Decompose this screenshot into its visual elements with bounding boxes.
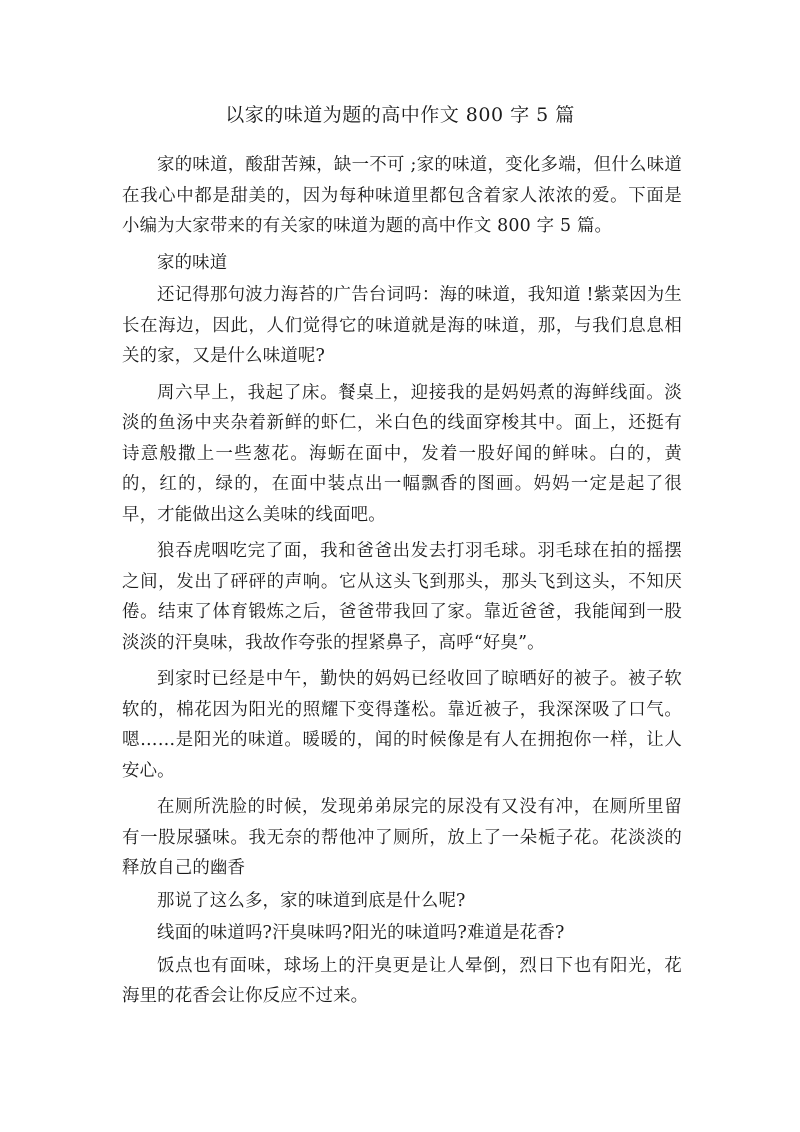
paragraph: 线面的味道吗?汗臭味吗?阳光的味道吗?难道是花香? <box>157 923 565 943</box>
paragraph: 狼吞虎咽吃完了面，我和爸爸出发去打羽毛球。羽毛球在拍的摇摆之间，发出了砰砰的声响。它从这头飞到那头，那头飞到这头，不知厌倦。结束了体育锻炼之后，爸爸带我回了家。靠近爸爸，我能闻到一股淡淡的汗臭味，我故作夸张的捏紧鼻子，高呼“好臭”。 <box>122 541 682 653</box>
paragraph: 饭点也有面味，球场上的汗臭更是让人晕倒，烈日下也有阳光，花海里的花香会让你反应不过来。 <box>122 955 682 1006</box>
document-body <box>122 150 682 1018</box>
paragraph: 周六早上，我起了床。餐桌上，迎接我的是妈妈煮的海鲜线面。淡淡的鱼汤中夹杂着新鲜的虾仁，米白色的线面穿梭其中。面上，还挺有诗意般撒上一些葱花。海蛎在面中，发着一股好闻的鲜味。白的，黄的，红的，绿的，在面中装点出一幅飘香的图画。妈妈一定是起了很早，才能做出这么美味的线面吧。 <box>122 382 682 525</box>
paragraph-intro: 家的味道，酸甜苦辣，缺一不可 ;家的味道，变化多端，但什么味道在我心中都是甜美的，因为每种味道里都包含着家人浓浓的爱。下面是小编为大家带来的有关家的味道为题的高中作文 800 字 5 篇。 <box>122 155 682 236</box>
paragraph: 在厕所洗脸的时候，发现弟弟尿完的尿没有又没有冲，在厕所里留有一股尿骚味。我无奈的帮他冲了厕所，放上了一朵栀子花。花淡淡的释放自己的幽香 <box>122 797 682 878</box>
document-title: 以家的味道为题的高中作文 800 字 5 篇 <box>225 104 575 126</box>
section-heading: 家的味道 <box>157 252 228 273</box>
paragraph: 那说了这么多，家的味道到底是什么呢? <box>157 890 466 911</box>
paragraph: 到家时已经是中午，勤快的妈妈已经收回了晾晒好的被子。被子软软的，棉花因为阳光的照耀下变得蓬松。靠近被子，我深深吸了口气。嗯……是阳光的味道。暖暖的，闻的时候像是有人在拥抱你一样，让人安心。 <box>122 669 682 781</box>
paragraph: 还记得那句波力海苔的广告台词吗：海的味道，我知道 !紫菜因为生长在海边，因此，人们觉得它的味道就是海的味道，那，与我们息息相关的家，又是什么味道呢? <box>122 285 682 366</box>
